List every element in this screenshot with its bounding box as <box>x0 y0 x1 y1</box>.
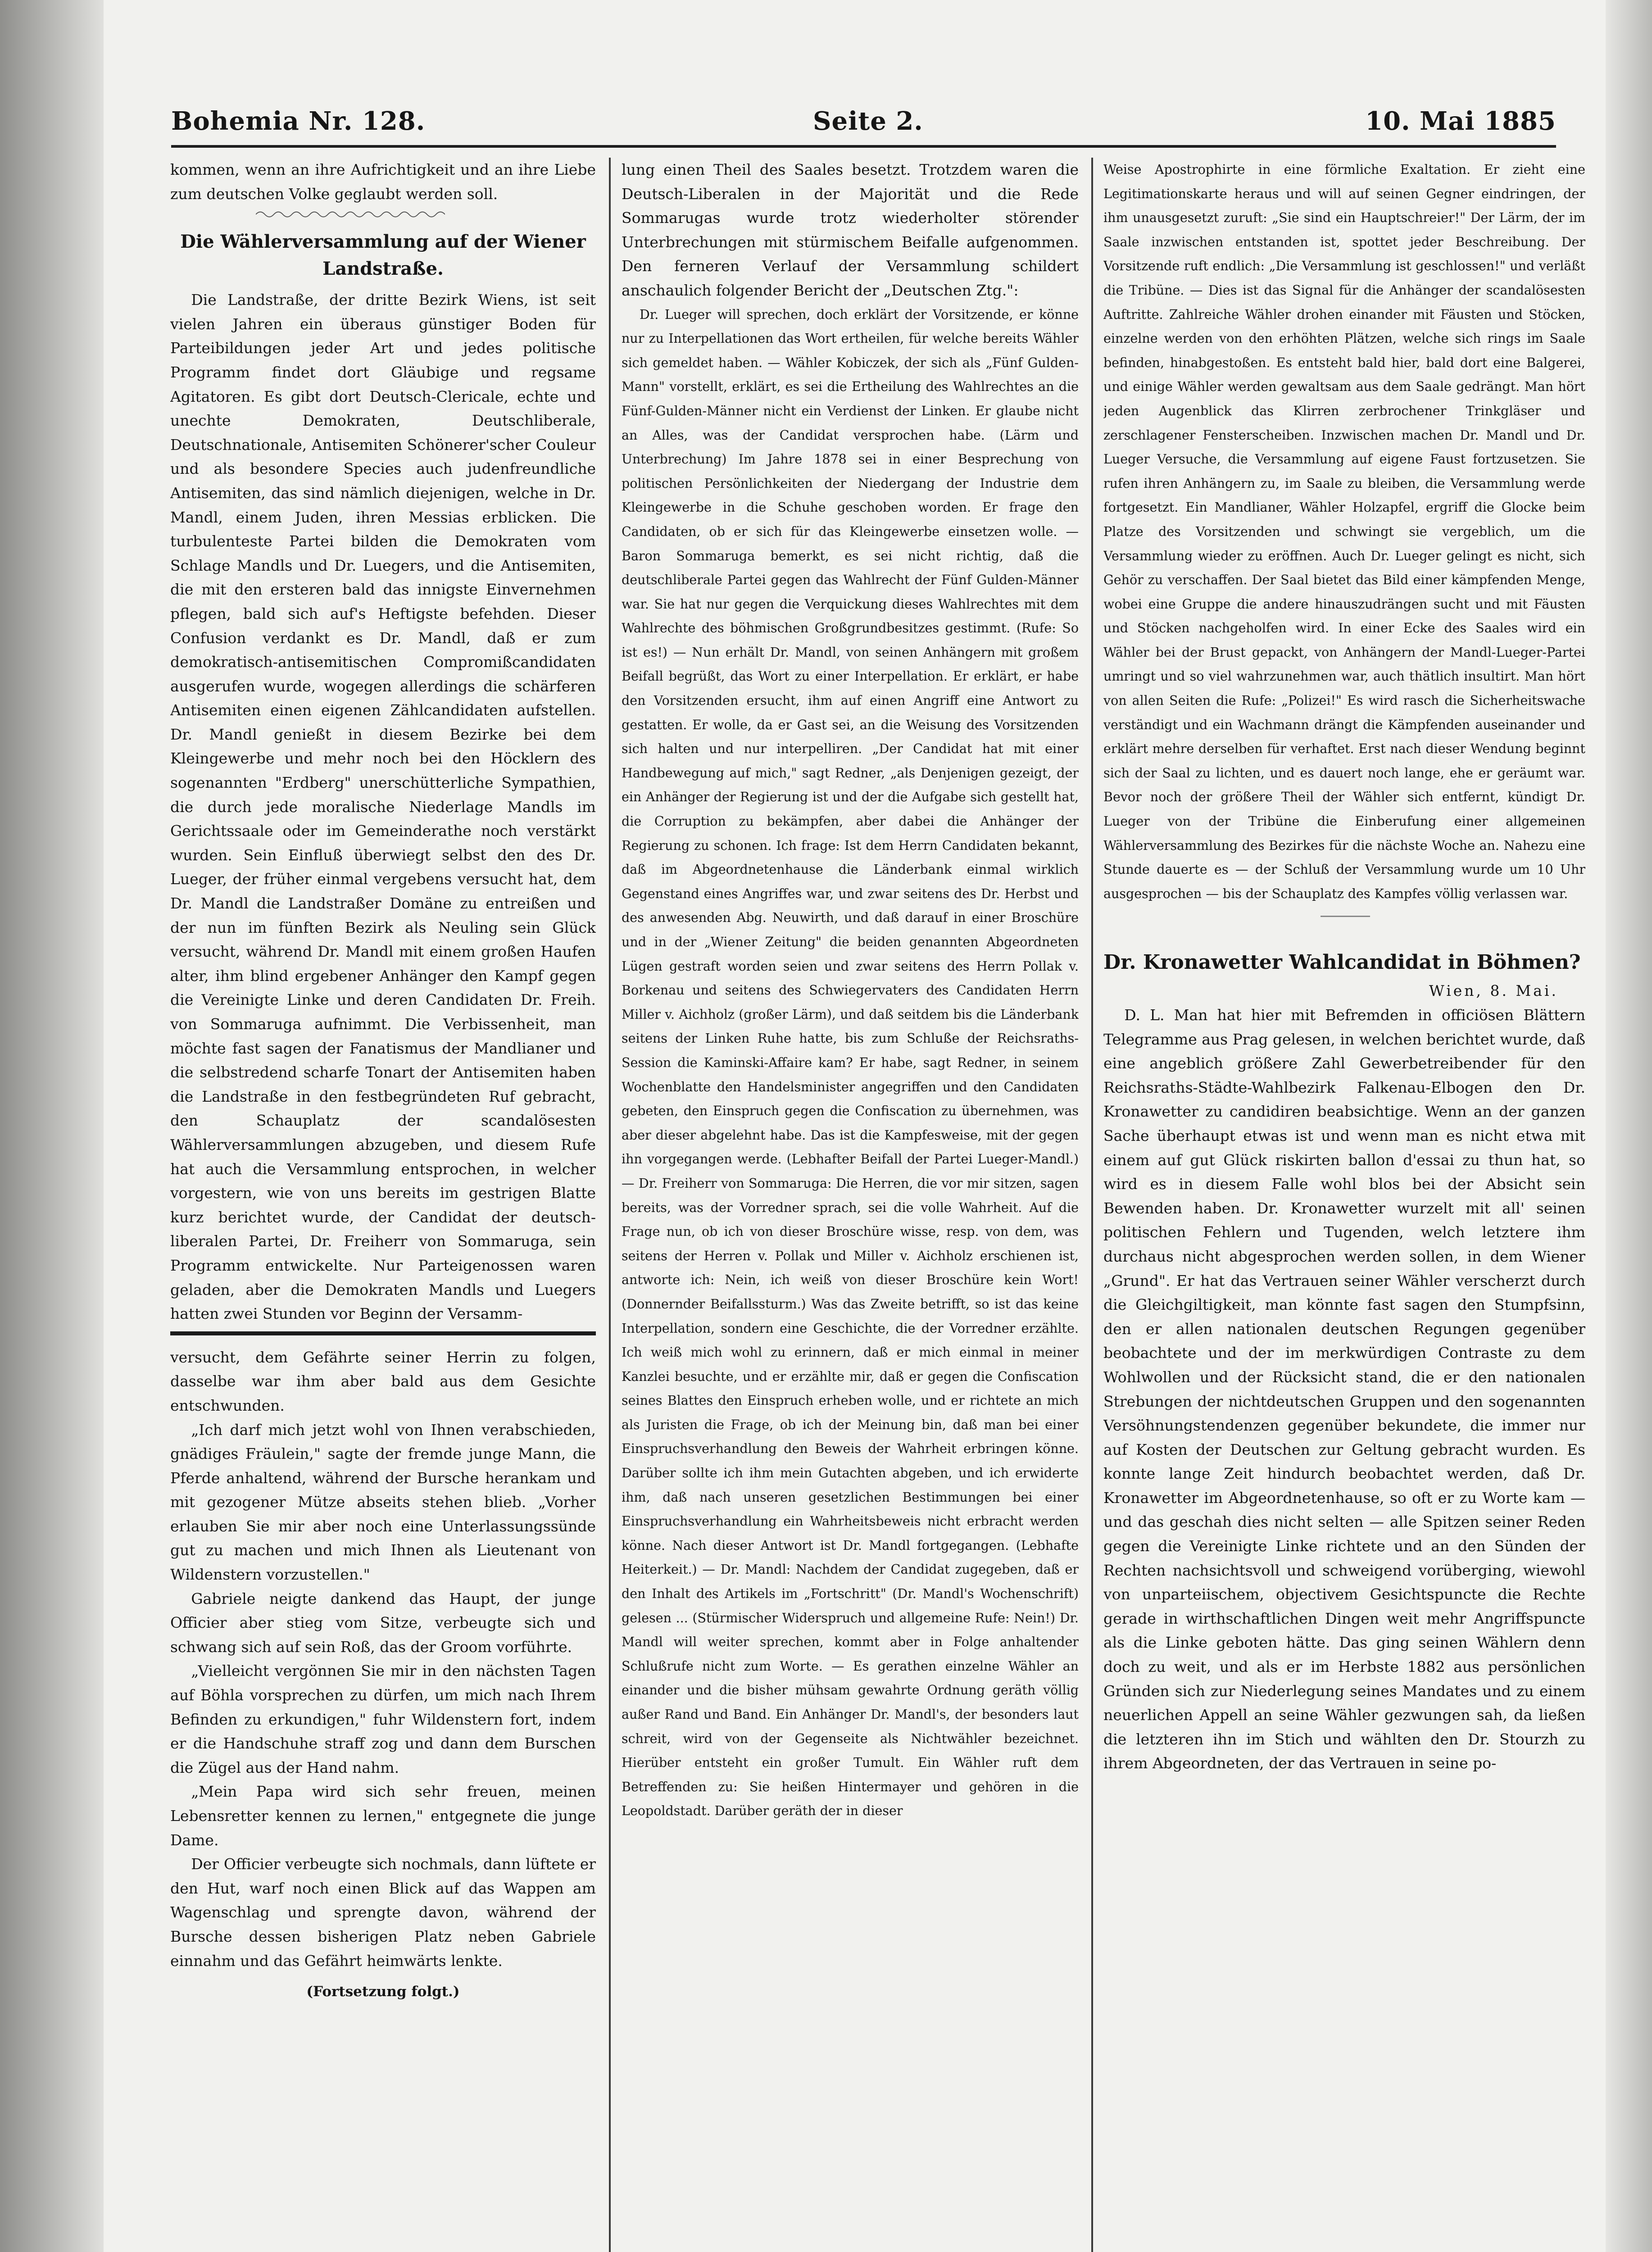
feuilleton-rule <box>170 1331 596 1335</box>
column-2 <box>622 158 1079 2252</box>
feuilleton-paragraph: „Vielleicht vergönnen Sie mir in den nächsten Tagen auf Böhla vorsprechen zu dürfen, um mich nach Ihrem Befinden zu erkundigen," fuhr Wildenstern fort, indem er die Handschuhe straff zog und dann dem Burschen die Zügel aus der Hand nahm. <box>170 1662 596 1776</box>
column-divider <box>609 158 611 2252</box>
report-paragraph: Dr. Lueger will sprechen, doch erklärt der Vorsitzende, er könne nur zu Interpellationen das Wort ertheilen, für welche bereits Wähler sich gemeldet haben. — Wähler Kobiczek, der sich als „Fünf Gulden-Mann" vorstellt, erklärt, es sei die Ertheilung des Wahlrechtes an die Fünf-Gulden-Männer nicht ein Verdienst der Linken. Er glaube nicht an Alles, was der Candidat versprochen habe. (Lärm und Unterbrechung) Im Jahre 1878 sei in einer Besprechung von politischen Persönlichkeiten der Niedergang der Industrie dem Kleingewerbe in die Schuhe geschoben worden. Er frage den Candidaten, ob er sich für das Kleingewerbe einsetzen wolle. — Baron Sommaruga bemerkt, es sei nicht richtig, daß die deutschliberale Partei gegen das Wahlrecht der Fünf Gulden-Männer war. Sie hat nur gegen die Verquickung dieses Wahlrechtes mit dem Wahlrechte des böhmischen Großgrundbesitzes gestimmt. (Rufe: So ist es!) — Nun erhält Dr. Mandl, von seinen Anhängern mit großem Beifall begrüßt, das Wort zu einer Interpellation. Er erklärt, er habe den Vorsitzenden ersucht, ihm auf einen Angriff eine Antwort zu gestatten. Er wolle, da er Gast sei, an die Weisung des Vorsitzenden sich halten und nur interpelliren. „Der Candidat hat mit einer Handbewegung auf mich," sagt Redner, „als Denjenigen gezeigt, der ein Anhänger der Regierung ist und der die Aufgabe sich gestellt hat, die Corruption zu bekämpfen, aber dabei die Anhänger der Regierung zu schonen. Ich frage: Ist dem Herrn Candidaten bekannt, daß im Abgeordnetenhause die Länderbank einmal wirklich Gegenstand eines Angriffes war, und zwar seitens des Dr. Herbst und des anwesenden Abg. Neuwirth, und daß darauf in einer Broschüre und in der „Wiener Zeitung" die beiden genannten Abgeordneten Lügen gestraft worden seien und zwar seitens des Herrn Pollak v. Borkenau und seitens des Schwiegervaters des Candidaten Herrn Miller v. Aichholz (großer Lärm), und daß seitdem bis die Länderbank seitens der Linken Ruhe hatte, bis zum Schluße der Reichsraths-Session die Kaminski-Affaire kam? Er habe, sagt Redner, in seinem Wochenblatte den Handelsminister angegriffen und den Candidaten gebeten, den Einspruch gegen die Confiscation zu übernehmen, was aber dieser abgelehnt habe. Das ist die Kampfesweise, mit der gegen ihn vorgegangen werde. (Lebhafter Beifall der Partei Lueger-Mandl.) — Dr. Freiherr von Sommaruga: Die Herren, die vor mir sitzen, sagen bereits, was der Vorredner sprach, sei die volle Wahrheit. Auf die Frage nun, ob ich von dieser Broschüre wisse, resp. von dem, was seitens der Herren v. Pollak und Miller v. Aichholz erschienen ist, antworte ich: Nein, ich weiß von dieser Broschüre kein Wort! (Donnernder Beifallssturm.) Was das Zweite betrifft, so ist das keine Interpellation, sondern eine Geschichte, die der Vorredner erzählte. Ich weiß mich wohl zu erinnern, daß er mich einmal in meiner Kanzlei besuchte, und er erzählte mir, daß er gegen die Confiscation seines Blattes den Einspruch erheben wolle, und er richtete an mich als Juristen die Frage, ob ich der Meinung bin, daß man bei einer Einspruchsverhandlung den Beweis der Wahrheit erbringen könne. Darüber sollte ich ihm mein Gutachten abgeben, und ich erwiderte ihm, daß nach unseren gesetzlichen Bestimmungen bei einer Einspruchsverhandlung ein Wahrheitsbeweis nicht erbracht werden könne. Nach dieser Antwort ist Dr. Mandl fortgegangen. (Lebhafte Heiterkeit.) — Dr. Mandl: Nachdem der Candidat zugegeben, daß er den Inhalt des Artikels im „Fortschritt" (Dr. Mandl's Wochenschrift) gelesen ... (Stürmischer Widerspruch und allgemeine Rufe: Nein!) Dr. Mandl will weiter sprechen, kommt aber in Folge anhaltender Schlußrufe nicht zum Worte. — Es gerathen einzelne Wähler an einander und die bisher mühsam gewahrte Ordnung geräth völlig außer Rand und Band. Ein Anhänger Dr. Mandl's, der besonders laut schreit, wird von der Gegenseite als Nichtwähler bezeichnet. Hierüber entsteht ein großer Tumult. Ein Wähler ruft dem Betreffenden zu: Sie heißen Hintermayer und gehören in die Leopoldstadt. Darüber geräth der in dieser <box>622 307 1079 1819</box>
scan-left-edge <box>0 0 104 2252</box>
feuilleton-paragraph: Gabriele neigte dankend das Haupt, der junge Officier aber stieg vom Sitze, verbeugte sich und schwang sich auf sein Roß, das der Groom vorführte. <box>170 1589 596 1656</box>
feuilleton-paragraph: versucht, dem Gefährte seiner Herrin zu folgen, dasselbe war ihm aber bald aus dem Gesichte entschwunden. <box>170 1348 596 1414</box>
dateline: Wien, 8. Mai. <box>1429 982 1558 1000</box>
article-paragraph: D. L. Man hat hier mit Befremden in officiösen Blättern Telegramme aus Prag gelesen, in welchen berichtet wurde, daß eine angeblich größere Zahl Gewerbetreibender für den Reichsraths-Städte-Wahlbezirk Falkenau-Elbogen den Dr. Kronawetter zu candidiren beabsichtige. Wenn an der ganzen Sache überhaupt etwas ist und wenn man es nicht etwa mit einem auf gut Glück riskirten ballon d'essai zu thun hat, so wird es in diesem Falle wohl blos bei der Absicht sein Bewenden haben. Dr. Kronawetter wurzelt mit all' seinen politischen Fehlern und Tugenden, welch letztere ihm durchaus nicht abgesprochen werden sollen, in dem Wiener „Grund". Er hat das Vertrauen seiner Wähler verscherzt durch die Gleichgiltigkeit, man könnte fast sagen den Stumpfsinn, den er allen nationalen deutschen Regungen gegenüber beobachtete und der im merkwürdigen Contraste zu dem Wohlwollen und der Rücksicht stand, die er den nationalen Strebungen der nichtdeutschen Gruppen und den sogenannten Versöhnungstendenzen gegenüber bekundete, die immer nur auf Kosten der Deutschen zur Geltung gebracht wurden. Es konnte lange Zeit hindurch beobachtet werden, daß Dr. Kronawetter im Abgeordnetenhause, so oft er zu Worte kam — und das geschah dies nicht selten — alle Spitzen seiner Reden gegen die Vereinigte Linke richtete und an den Sünden der Rechten nachsichtsvoll und schweigend vorüberging, wiewohl von unparteiischem, objectivem Gesichtspuncte die Rechte gerade in wirthschaftlichen Dingen weit mehr Angriffspuncte als die Linke geboten hätte. Das ging seinen Wählern denn doch zu weit, und als er im Herbste 1882 aus persönlichen Gründen sich zur Niederlegung seines Mandates und zu einem neuerlichen Appell an seine Wähler gezwungen sah, da ließen die letzteren ihn im Stich und wählten den Dr. Stourzh zu ihrem Abgeordneten, der das Vertrauen in seine po- <box>1103 1006 1585 1772</box>
article-paragraph: lung einen Theil des Saales besetzt. Trotzdem waren die Deutsch-Liberalen in der Majorität und die Rede Sommarugas wurde trotz wiederholter störender Unterbrechungen mit stürmischem Beifalle aufgenommen. Den ferneren Verlauf der Versammlung schildert anschaulich folgender Bericht der „Deutschen Ztg.": <box>622 161 1079 299</box>
article-paragraph: Die Landstraße, der dritte Bezirk Wiens, ist seit vielen Jahren ein überaus günstiger Boden für Parteibildungen jeder Art und jedes politische Programm findet dort Gläubige und regsame Agitatoren. Es gibt dort Deutsch-Clericale, echte und unechte Demokraten, Deutschliberale, Deutschnationale, Antisemiten Schönerer'scher Couleur und als besondere Species auch judenfreundliche Antisemiten, das sind nämlich diejenigen, welche in Dr. Mandl, einem Juden, ihren Messias erblicken. Die turbulenteste Partei bilden die Demokraten vom Schlage Mandls und Dr. Luegers, und die Antisemiten, die mit den ersteren bald das innigste Einvernehmen pflegen, bald sich auf's Heftigste befehden. Dieser Confusion verdankt es Dr. Mandl, daß er zum demokratisch-antisemitischen Compromißcandidaten ausgerufen wurde, wogegen allerdings die schärferen Antisemiten einen eigenen Zählcandidaten aufstellen. Dr. Mandl genießt in diesem Bezirke bei dem Kleingewerbe und mehr noch bei den Höcklern des sogenannten "Erdberg" unerschütterliche Sympathien, die durch jede moralische Niederlage Mandls im Gerichtssaale oder im Gemeinderathe noch verstärkt wurden. Sein Einfluß überwiegt selbst den des Dr. Lueger, der früher einmal vergebens versucht hat, dem Dr. Mandl die Landstraßer Domäne zu entreißen und der nun im fünften Bezirk als Neuling sein Glück versucht, während Dr. Mandl mit einem großen Haufen alter, ihm blind ergebener Anhänger den Kampf gegen die Vereinigte Linke und deren Candidaten Dr. Freih. von Sommaruga aufnimmt. Die Verbissenheit, man möchte fast sagen der Fanatismus der Mandlianer und die selbstredend scharfe Tonart der Antisemiten haben die Landstraße in den festbegründeten Ruf gebracht, den Schauplatz der scandalösesten Wählerversammlungen abzugeben, und diesem Rufe hat auch die Versammlung entsprochen, in welcher vorgestern, wie von uns bereits im gestrigen Blatte kurz berichtet wurde, der Candidat der deutsch-liberalen Partei, Dr. Freiherr von Sommaruga, sein Programm entwickelte. Nur Parteigenossen waren geladen, aber die Demokraten Mandls und Luegers hatten zwei Stunden vor Beginn der Versamm- <box>170 291 596 1323</box>
continued-note: (Fortsetzung folgt.) <box>306 1984 460 2000</box>
feuilleton <box>170 1345 596 1973</box>
article-separator <box>1103 906 1585 941</box>
column-3 <box>1103 158 1585 2252</box>
feuilleton-paragraph: „Ich darf mich jetzt wohl von Ihnen verabschieden, gnädiges Fräulein," sagte der fremde junge Mann, die Pferde anhaltend, während der Bursche herankam und mit gezogener Mütze abseits stehen blieb. „Vorher erlauben Sie mir aber noch eine Unterlassungssünde gut zu machen und mich Ihnen als Lieutenant von Wildenstern vorzustellen." <box>170 1421 596 1584</box>
column-1 <box>170 158 596 2252</box>
section-ornament <box>170 206 596 224</box>
article-headline: Die Wählerversammlung auf der Wiener Landstraße. <box>180 231 586 280</box>
issue-date: 10. Mai 1885 <box>1365 106 1556 136</box>
report-paragraph: Weise Apostrophirte in eine förmliche Exaltation. Er zieht eine Legitimationskarte heraus und will auf seinen Gegner eindringen, der ihm unausgesetzt zuruft: „Sie sind ein Hauptschreier!" Der Lärm, der im Saale inzwischen entstanden ist, spottet jeder Beschreibung. Der Vorsitzende ruft endlich: „Die Versammlung ist geschlossen!" und verläßt die Tribüne. — Dies ist das Signal für die Anhänger der scandalösesten Auftritte. Zahlreiche Wähler drohen einander mit Fäusten und Stöcken, einzelne werden von den erhöhten Plätzen, welche sich rings im Saale befinden, hinabgestoßen. Es entsteht bald hier, bald dort eine Balgerei, und einige Wähler werden gewaltsam aus dem Saale gedrängt. Man hört jeden Augenblick das Klirren zerbrochener Trinkgläser und zerschlagener Fensterscheiben. Inzwischen machen Dr. Mandl und Dr. Lueger Versuche, die Versammlung auf eigene Faust fortzusetzen. Sie rufen ihren Anhängern zu, im Saale zu bleiben, die Versammlung werde fortgesetzt. Ein Mandlianer, Wähler Holzapfel, ergriff die Glocke beim Platze des Vorsitzenden und schwingt sie vergeblich, um die Versammlung wieder zu eröffnen. Auch Dr. Lueger gelingt es nicht, sich Gehör zu verschaffen. Der Saal bietet das Bild einer kämpfenden Menge, wobei eine Gruppe die andere hinauszudrängen sucht und mit Fäusten und Stöcken nachgeholfen wird. In einer Ecke des Saales wird ein Wähler bei der Brust gepackt, von Anhängern der Mandl-Lueger-Partei umringt und so viel wahrzunehmen war, auch thätlich insultirt. Man hört von allen Seiten die Rufe: „Polizei!" Es wird rasch die Sicherheitswache verständigt und ein Wachmann drängt die Kämpfenden auseinander und erklärt mehre derselben für verhaftet. Erst nach dieser Wendung beginnt sich der Saal zu lichten, und es dauert noch lange, ehe er geräumt war. Bevor noch der größere Theil der Wähler sich entfernt, kündigt Dr. Lueger von der Tribüne die Einberufung einer allgemeinen Wählerversammlung des Bezirkes für die nächste Woche an. Nahezu eine Stunde dauerte es — der Schluß der Versammlung wurde um 10 Uhr ausgesprochen — bis der Schauplatz des Kampfes völlig verlassen war. <box>1103 162 1585 901</box>
feuilleton-paragraph: Der Officier verbeugte sich nochmals, dann lüftete er den Hut, warf noch einen Blick auf das Wappen am Wagenschlag und sprengte davon, während der Bursche dessen bisherigen Platz neben Gabriele einnahm und das Gefährt heimwärts lenkte. <box>170 1855 596 1970</box>
issue-number: Bohemia Nr. 128. <box>171 106 426 136</box>
article-headline: Dr. Kronawetter Wahlcandidat in Böhmen? <box>1103 951 1581 974</box>
scan-right-edge <box>1606 0 1652 2252</box>
header-rule <box>171 145 1556 148</box>
column-divider <box>1091 158 1093 2252</box>
feuilleton-paragraph: „Mein Papa wird sich sehr freuen, meinen Lebensretter kennen zu lernen," entgegnete die junge Dame. <box>170 1783 596 1849</box>
intro-paragraph: kommen, wenn an ihre Aufrichtigkeit und an ihre Liebe zum deutschen Volke geglaubt werden soll. <box>170 161 596 203</box>
page-number: Seite 2. <box>813 106 923 136</box>
page-header <box>171 103 1556 140</box>
